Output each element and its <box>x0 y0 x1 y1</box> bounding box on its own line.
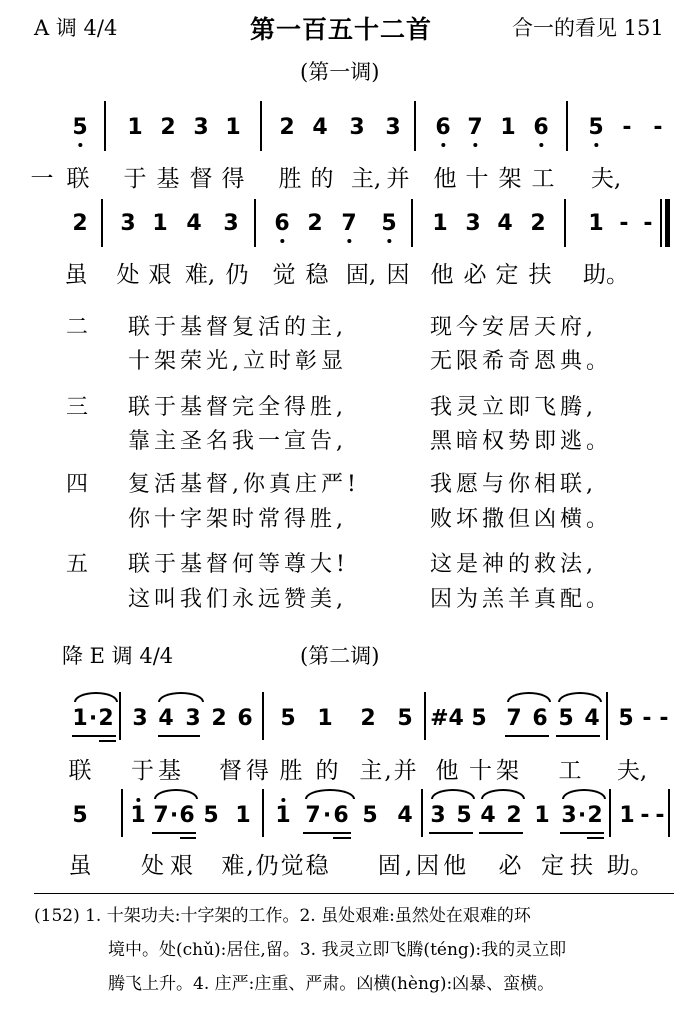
barline <box>104 101 106 151</box>
note: #4 <box>430 706 464 731</box>
note: 5 <box>72 115 88 140</box>
tune2-key-signature: 降 E 调 4/4 <box>62 644 174 668</box>
underline <box>479 832 523 834</box>
note: 2 <box>530 211 546 236</box>
underline <box>560 832 604 834</box>
note: 6 <box>532 706 548 731</box>
note: 7 <box>467 115 483 140</box>
slur <box>507 692 551 702</box>
dash: - <box>659 706 669 731</box>
lyric: 于基 <box>131 758 185 784</box>
note: 5 <box>72 803 88 828</box>
lyric: 联 <box>68 758 92 784</box>
footnote-line: (152) 1. 十架功夫:十字架的工作。2. 虽处艰难:虽然处在艰难的环 <box>34 906 531 926</box>
barline <box>414 101 416 151</box>
note: 1 <box>432 211 448 236</box>
lyric: 助。 <box>607 853 653 879</box>
note: 3 <box>430 803 446 828</box>
barline <box>411 199 413 247</box>
dash: - <box>622 115 632 140</box>
note: 7 <box>506 706 522 731</box>
final-barline-thin <box>660 199 662 247</box>
dot: · <box>322 803 332 828</box>
barline <box>566 101 568 151</box>
stanza-line: 联于基督完全得胜, <box>128 395 347 420</box>
barline <box>254 199 256 247</box>
dot: · <box>577 803 587 828</box>
lyric: 工 <box>531 166 555 192</box>
lyric: 虽 <box>64 262 88 288</box>
note: 3 <box>385 115 401 140</box>
underline <box>429 832 473 834</box>
tune1-label: (第一调) <box>300 60 380 84</box>
stanza-line: 这叫我们永远赞美, <box>128 587 347 612</box>
note: 3 <box>193 115 209 140</box>
barline <box>606 692 608 740</box>
stanza-number: 二 <box>66 315 89 340</box>
lyric: 基 <box>156 166 180 192</box>
lyric: 督 <box>189 166 213 192</box>
lyric: 胜 <box>278 166 302 192</box>
dash: - <box>619 211 629 236</box>
lyric: 工 <box>558 758 582 784</box>
note: 1 <box>275 803 291 828</box>
lyric: 架 <box>498 166 522 192</box>
final-barline <box>668 789 670 837</box>
lyric: 处 <box>116 262 140 288</box>
underline <box>587 837 604 839</box>
lyric: 主, <box>350 166 382 192</box>
lyric: 他 <box>435 758 459 784</box>
note: 1 <box>127 115 143 140</box>
underline <box>505 735 549 737</box>
note: 6 <box>179 803 195 828</box>
note: 4 <box>158 706 174 731</box>
stanza-line: 无限希奇恩典。 <box>430 349 613 374</box>
note: 3 <box>120 211 136 236</box>
note: 2 <box>307 211 323 236</box>
lyric: 固,因他 <box>377 853 471 879</box>
note: 6 <box>333 803 349 828</box>
note: 5 <box>558 706 574 731</box>
note: 5 <box>471 706 487 731</box>
lyric: 虽 <box>68 853 92 879</box>
stanza-line: 我愿与你相联, <box>430 472 597 497</box>
underline <box>333 837 351 839</box>
barline <box>421 789 423 837</box>
stanza-line: 黑暗权势即逃。 <box>430 429 613 454</box>
lyric: 助。 <box>583 262 629 288</box>
note: 5 <box>397 706 413 731</box>
note: 4 <box>497 211 513 236</box>
underline <box>72 735 116 737</box>
lyric: 十架 <box>469 758 523 784</box>
stanza-line: 败坏撒但凶横。 <box>430 507 613 532</box>
lyric: 联 <box>66 166 90 192</box>
note: 3 <box>185 706 201 731</box>
lyric: 夫, <box>616 758 648 784</box>
note: 3 <box>349 115 365 140</box>
dash: - <box>653 115 663 140</box>
hymn-title: 第一百五十二首 <box>250 15 433 44</box>
note: 5 <box>588 115 604 140</box>
lyric: 他 <box>430 262 454 288</box>
lyric: 觉 <box>272 262 296 288</box>
note: 7 <box>305 803 321 828</box>
lyric: 的 <box>310 166 334 192</box>
lyric: 得 <box>221 166 245 192</box>
underline <box>158 735 200 737</box>
lyric: 的 <box>315 758 339 784</box>
note: 1 <box>225 115 241 140</box>
note: 2 <box>98 706 114 731</box>
lyric: 扶 <box>528 262 552 288</box>
underline <box>152 832 196 834</box>
note: 2 <box>506 803 522 828</box>
underline <box>556 735 600 737</box>
barline <box>262 692 264 740</box>
barline <box>121 789 123 837</box>
dash: - <box>643 211 653 236</box>
note: 6 <box>274 211 290 236</box>
note: 5 <box>362 803 378 828</box>
lyric: 一 <box>30 166 54 192</box>
lyric: 十 <box>465 166 489 192</box>
footnote-divider <box>34 893 674 894</box>
slur <box>558 692 602 702</box>
footnote-line: 腾飞上升。4. 庄严:庄重、严肃。凶横(hèng):凶暴、蛮横。 <box>108 974 555 994</box>
stanza-number: 四 <box>66 472 89 497</box>
dash: - <box>655 803 665 828</box>
note: 4 <box>186 211 202 236</box>
lyric: 并 <box>386 166 410 192</box>
lyric: 定扶 <box>541 853 599 879</box>
dot: · <box>169 803 179 828</box>
stanza-line: 联于基督复活的主, <box>128 315 347 340</box>
barline <box>260 101 262 151</box>
slur <box>431 789 475 799</box>
note: 2 <box>72 211 88 236</box>
slur <box>481 789 525 799</box>
lyric: 必 <box>463 262 487 288</box>
lyric: 稳 <box>305 262 329 288</box>
note: 4 <box>480 803 496 828</box>
note: 6 <box>435 115 451 140</box>
note: 1 <box>72 706 88 731</box>
underline <box>99 740 116 742</box>
underline <box>180 837 196 839</box>
note: 3 <box>223 211 239 236</box>
key-signature: A 调 4/4 <box>34 16 118 40</box>
note: 1 <box>152 211 168 236</box>
underline <box>303 832 351 834</box>
note: 1 <box>235 803 251 828</box>
stanza-number: 五 <box>66 552 89 577</box>
note: 1 <box>534 803 550 828</box>
note: 5 <box>618 706 634 731</box>
stanza-line: 十架荣光,立时彰显 <box>128 349 347 374</box>
note: 6 <box>237 706 253 731</box>
lyric: 督得 <box>219 758 273 784</box>
barline <box>609 789 611 837</box>
lyric: 处艰 <box>141 853 199 879</box>
note: 2 <box>211 706 227 731</box>
note: 2 <box>587 803 603 828</box>
note: 2 <box>160 115 176 140</box>
stanza-line: 这是神的救法, <box>430 552 597 577</box>
lyric: 夫, <box>590 166 622 192</box>
barline <box>119 692 121 740</box>
lyric: 难,仍觉稳 <box>221 853 331 879</box>
note: 4 <box>584 706 600 731</box>
stanza-line: 因为羔羊真配。 <box>430 587 613 612</box>
stanza-number: 三 <box>66 395 89 420</box>
slur <box>562 789 606 799</box>
footnote <box>34 899 674 1001</box>
tune2-label: (第二调) <box>300 644 380 668</box>
lyric: 于 <box>123 166 147 192</box>
slur <box>74 692 118 702</box>
stanza-line: 联于基督何等尊大! <box>128 552 349 577</box>
barline <box>262 789 264 837</box>
lyric: 定 <box>495 262 519 288</box>
footnote-line: 境中。处(chǔ):居住,留。3. 我灵立即飞腾(téng):我的灵立即 <box>108 940 567 960</box>
slur <box>154 789 198 799</box>
dot: · <box>88 706 98 731</box>
lyric: 仍 <box>225 262 249 288</box>
note: 2 <box>360 706 376 731</box>
stanza-line: 我灵立即飞腾, <box>430 395 597 420</box>
dash: - <box>640 803 650 828</box>
lyric: 胜 <box>279 758 303 784</box>
note: 1 <box>588 211 604 236</box>
note: 5 <box>456 803 472 828</box>
note: 2 <box>279 115 295 140</box>
lyric: 主,并 <box>359 758 419 784</box>
stanza-line: 复活基督,你真庄严! <box>128 472 360 497</box>
slur <box>305 789 355 799</box>
dash: - <box>642 706 652 731</box>
note: 1 <box>500 115 516 140</box>
note: 5 <box>203 803 219 828</box>
note: 3 <box>132 706 148 731</box>
lyric: 必 <box>498 853 522 879</box>
lyric: 艰 <box>148 262 172 288</box>
barline <box>424 692 426 740</box>
barline <box>101 199 103 247</box>
note: 6 <box>533 115 549 140</box>
note: 4 <box>397 803 413 828</box>
note: 3 <box>561 803 577 828</box>
stanza-line: 现今安居天府, <box>430 315 597 340</box>
lyric: 固, <box>345 262 377 288</box>
barline <box>564 199 566 247</box>
stanza-line: 你十字架时常得胜, <box>128 507 347 532</box>
lyric: 他 <box>433 166 457 192</box>
note: 7 <box>341 211 357 236</box>
final-barline-thick <box>665 199 670 247</box>
note: 4 <box>312 115 328 140</box>
slur <box>158 692 204 702</box>
note: 5 <box>381 211 397 236</box>
lyric: 难, <box>184 262 216 288</box>
hymn-reference: 合一的看见 151 <box>512 16 664 40</box>
note: 3 <box>465 211 481 236</box>
note: 5 <box>280 706 296 731</box>
stanza-line: 靠主圣名我一宣告, <box>128 429 347 454</box>
lyric: 因 <box>386 262 410 288</box>
note: 1 <box>130 803 146 828</box>
note: 1 <box>619 803 635 828</box>
note: 7 <box>153 803 169 828</box>
note: 1 <box>317 706 333 731</box>
